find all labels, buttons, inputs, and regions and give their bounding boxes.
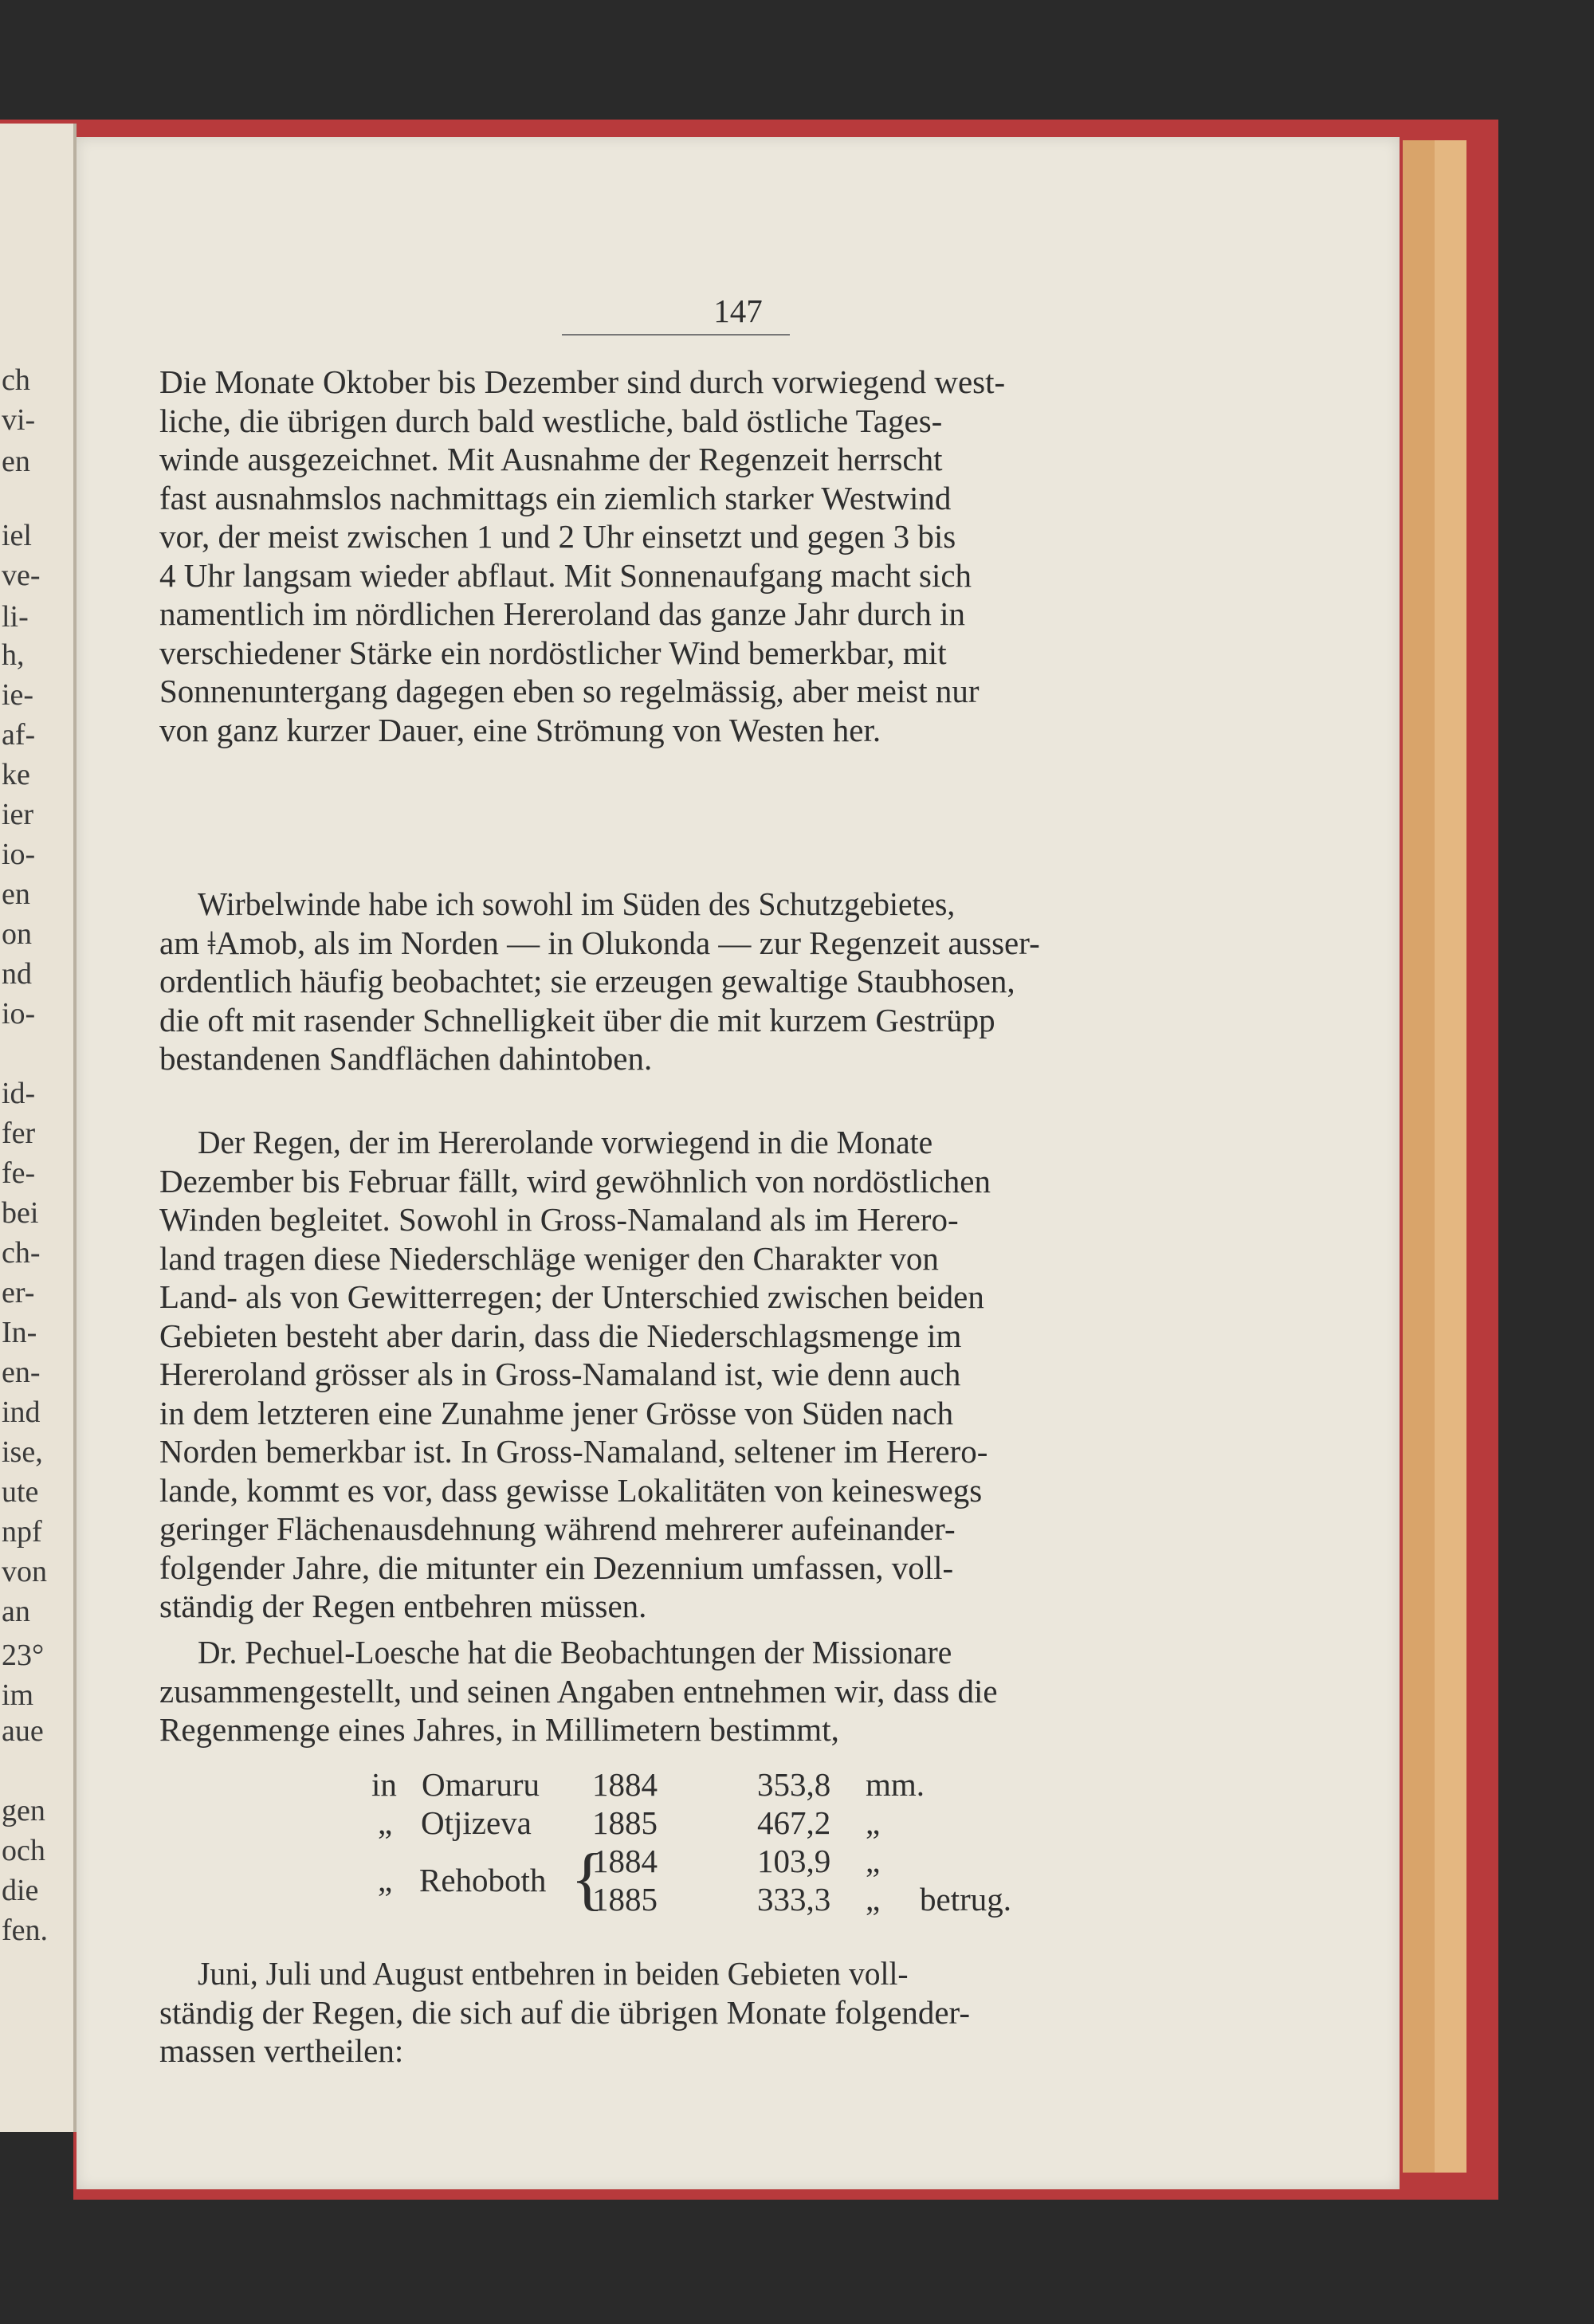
text-line: Hereroland grösser als in Gross-Namaland ist, wie denn auch — [159, 1356, 961, 1392]
margin-fragment: ute — [2, 1475, 39, 1509]
margin-fragment: an — [2, 1595, 30, 1628]
margin-fragment: von — [2, 1555, 47, 1588]
text-line: ordentlich häufig beobachtet; sie erzeugen gewaltige Staubhosen, — [159, 963, 1015, 999]
margin-fragment: die — [2, 1874, 39, 1907]
margin-fragment: gen — [2, 1794, 45, 1827]
text-line: am ǂAmob, als im Norden — in Olukonda — zur Regenzeit ausser- — [159, 924, 1040, 961]
text-line: lande, kommt es vor, dass gewisse Lokalitäten von keineswegs — [159, 1471, 983, 1509]
text-line: zusammengestellt, und seinen Angaben entnehmen wir, dass die — [159, 1672, 998, 1710]
table-cell-year: 1885 — [592, 1804, 658, 1841]
margin-fragment: en — [2, 445, 30, 478]
margin-fragment: af- — [2, 718, 36, 752]
table-cell-year: 1884 — [592, 1766, 658, 1803]
text-line: Gebieten besteht aber darin, dass die Niederschlagsmenge im — [159, 1317, 962, 1354]
margin-fragment: och — [2, 1834, 45, 1867]
text-line: die oft mit rasender Schnelligkeit über die mit kurzem Gestrüpp — [159, 1001, 995, 1038]
header-rule — [562, 334, 790, 336]
margin-fragment: 23° — [2, 1639, 45, 1672]
table-cell-suffix: betrug. — [920, 1881, 1011, 1918]
table-cell-unit: mm. — [866, 1766, 925, 1803]
page-block-edge-light — [1435, 140, 1466, 2173]
margin-fragment: on — [2, 917, 32, 951]
margin-fragment: aue — [2, 1714, 44, 1748]
margin-fragment: nd — [2, 957, 32, 991]
margin-fragment: ke — [2, 758, 30, 791]
table-cell-prefix: „ — [378, 1862, 393, 1898]
text-line: Regenmenge eines Jahres, in Millimetern bestimmt, — [159, 1711, 839, 1748]
text-line: Dezember bis Februar fällt, wird gewöhnlich von nordöstlichen — [159, 1162, 991, 1199]
table-cell-place: Rehoboth — [419, 1862, 547, 1898]
margin-fragment: io- — [2, 997, 36, 1030]
margin-fragment: bei — [2, 1196, 39, 1230]
margin-fragment: ind — [2, 1396, 41, 1429]
margin-fragment: ier — [2, 798, 34, 831]
margin-fragment: id- — [2, 1077, 36, 1110]
margin-fragment: im — [2, 1678, 34, 1712]
margin-fragment: en- — [2, 1356, 41, 1389]
margin-fragment: In- — [2, 1316, 37, 1349]
text-line: von ganz kurzer Dauer, eine Strömung von Westen her. — [159, 711, 881, 748]
table-cell-unit: „ — [866, 1843, 881, 1879]
text-line: massen vertheilen: — [159, 2032, 404, 2069]
text-line: Land- als von Gewitterregen; der Unterschied zwischen beiden — [159, 1278, 984, 1315]
margin-fragment: fer — [2, 1117, 36, 1150]
margin-fragment: ch — [2, 363, 30, 397]
text-line: ständig der Regen entbehren müssen. — [159, 1588, 647, 1624]
table-cell-year: 1884 — [592, 1843, 658, 1879]
text-line: Dr. Pechuel-Loesche hat die Beobachtungen der Missionare — [198, 1634, 952, 1670]
table-cell-value: 333,3 — [757, 1881, 831, 1918]
margin-fragment: ie- — [2, 678, 34, 712]
brace-icon: { — [571, 1840, 605, 1918]
text-line: folgender Jahre, die mitunter ein Dezennium umfassen, voll- — [159, 1549, 954, 1586]
text-line: 4 Uhr langsam wieder abflaut. Mit Sonnenaufgang macht sich — [159, 556, 972, 594]
table-cell-prefix: „ — [378, 1804, 393, 1841]
margin-fragment: vi- — [2, 403, 36, 437]
margin-fragment: h, — [2, 638, 25, 672]
text-line: in dem letzteren eine Zunahme jener Grösse von Süden nach — [159, 1394, 954, 1431]
book-page — [77, 137, 1400, 2189]
margin-fragment: en — [2, 877, 30, 911]
text-line: vor, der meist zwischen 1 und 2 Uhr einsetzt und gegen 3 bis — [159, 518, 956, 555]
text-line: Sonnenuntergang dagegen eben so regelmässig, aber meist nur — [159, 673, 980, 709]
margin-fragment: fen. — [2, 1914, 49, 1947]
text-line: Winden begleitet. Sowohl in Gross-Namaland als im Herero- — [159, 1201, 959, 1238]
text-line: Der Regen, der im Hererolande vorwiegend in die Monate — [198, 1124, 933, 1160]
table-cell-value: 103,9 — [757, 1843, 831, 1879]
text-line: liche, die übrigen durch bald westliche, bald östliche Tages- — [159, 402, 943, 439]
text-line: ständig der Regen, die sich auf die übrigen Monate folgender- — [159, 1993, 971, 2031]
text-line: namentlich im nördlichen Hereroland das ganze Jahr durch in — [159, 595, 965, 632]
margin-fragment: io- — [2, 838, 36, 871]
margin-fragment: ch- — [2, 1236, 41, 1270]
table-cell-prefix: in — [371, 1766, 397, 1803]
table-cell-unit: „ — [866, 1881, 881, 1918]
margin-fragment: fe- — [2, 1156, 36, 1190]
text-line: Die Monate Oktober bis Dezember sind durch vorwiegend west- — [159, 363, 1006, 400]
margin-fragment: iel — [2, 519, 32, 552]
margin-fragment: er- — [2, 1276, 35, 1309]
table-cell-value: 353,8 — [757, 1766, 831, 1803]
table-cell-year: 1885 — [592, 1881, 658, 1918]
text-line: winde ausgezeichnet. Mit Ausnahme der Regenzeit herrscht — [159, 441, 943, 477]
table-cell-place: Omaruru — [422, 1766, 540, 1803]
table-cell-value: 467,2 — [757, 1804, 831, 1841]
text-line: fast ausnahmslos nachmittags ein ziemlich starker Westwind — [159, 479, 952, 516]
table-cell-place: Otjizeva — [421, 1804, 532, 1841]
text-line: geringer Flächenausdehnung während mehrerer aufeinander- — [159, 1510, 956, 1547]
margin-fragment: ise, — [2, 1435, 43, 1469]
page-number: 147 — [713, 292, 763, 329]
text-line: land tragen diese Niederschläge weniger den Charakter von — [159, 1239, 939, 1277]
text-line: Wirbelwinde habe ich sowohl im Süden des Schutzgebietes, — [198, 885, 956, 922]
text-line: verschiedener Stärke ein nordöstlicher Wind bemerkbar, mit — [159, 634, 947, 671]
margin-fragment: li- — [2, 600, 29, 634]
margin-fragment: ve- — [2, 559, 41, 592]
table-cell-unit: „ — [866, 1804, 881, 1841]
text-line: Juni, Juli und August entbehren in beiden Gebieten voll- — [198, 1955, 909, 1992]
margin-fragment: npf — [2, 1515, 42, 1549]
text-line: bestandenen Sandflächen dahintoben. — [159, 1040, 653, 1077]
text-line: Norden bemerkbar ist. In Gross-Namaland, seltener im Herero- — [159, 1433, 988, 1470]
